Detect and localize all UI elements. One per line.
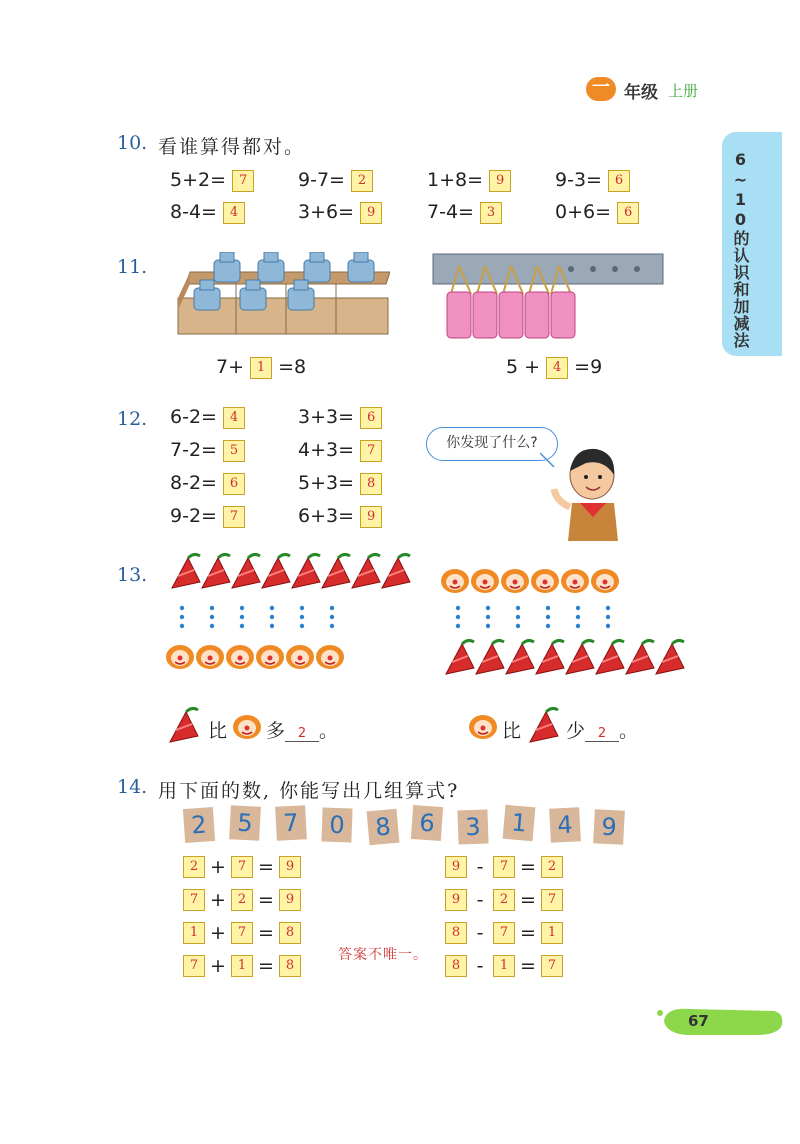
answer-box: 1 bbox=[493, 955, 515, 977]
answer-box: 9 bbox=[360, 202, 382, 224]
q12-equation: 6+3= 9 bbox=[298, 505, 382, 528]
q10-equation: 7-4= 3 bbox=[427, 201, 502, 224]
answer-box: 9 bbox=[360, 506, 382, 528]
answer-box: 9 bbox=[445, 889, 467, 911]
question-14-number: 14. bbox=[117, 776, 148, 798]
hat-icon bbox=[526, 706, 562, 748]
answer-box: 9 bbox=[279, 889, 301, 911]
q14-equation: 2 + 7 = 9 bbox=[183, 855, 301, 878]
q14-equation: 7 + 2 = 9 bbox=[183, 888, 301, 911]
answer-box: 3 bbox=[480, 202, 502, 224]
q10-equation: 0+6= 6 bbox=[555, 201, 639, 224]
answer-box: 7 bbox=[493, 856, 515, 878]
answer-box: 4 bbox=[223, 202, 245, 224]
answer-box: 6 bbox=[360, 407, 382, 429]
matching-dots-right bbox=[452, 604, 622, 632]
boy-character-icon bbox=[540, 445, 622, 545]
q13-right-compare: 比 bbox=[502, 720, 522, 742]
answer-box: 4 bbox=[223, 407, 245, 429]
matching-dots-left bbox=[176, 604, 346, 632]
page-number-badge bbox=[656, 1003, 784, 1039]
clown-faces-row bbox=[440, 566, 630, 596]
number-card: 8 bbox=[367, 809, 400, 845]
number-card: 6 bbox=[411, 805, 443, 841]
q12-equation: 6-2= 4 bbox=[170, 406, 245, 429]
answer-box: 7 bbox=[493, 922, 515, 944]
number-card: 1 bbox=[503, 805, 536, 841]
answer-box: 7 bbox=[231, 922, 253, 944]
answer-box: 6 bbox=[608, 170, 630, 192]
q13-left-compare: 比 bbox=[208, 720, 228, 742]
q10-equation: 3+6= 9 bbox=[298, 201, 382, 224]
answer-box: 6 bbox=[617, 202, 639, 224]
clown-faces-row bbox=[165, 642, 355, 672]
hanging-cups-illustration bbox=[431, 252, 665, 342]
q12-equation: 5+3= 8 bbox=[298, 472, 382, 495]
answer-box: 7 bbox=[360, 440, 382, 462]
answer-box: 7 bbox=[183, 955, 205, 977]
question-14-title: 用下面的数, 你能写出几组算式? bbox=[158, 780, 460, 802]
number-card: 2 bbox=[183, 807, 215, 843]
q10-equation: 5+2= 7 bbox=[170, 169, 254, 192]
answer-box: 7 bbox=[541, 955, 563, 977]
answer-box: 7 bbox=[223, 506, 245, 528]
chapter-title: 6~10的认识和加减法 bbox=[731, 150, 750, 349]
question-10-title: 看谁算得都对。 bbox=[158, 136, 306, 158]
answer-box: 7 bbox=[183, 889, 205, 911]
answer-box: 1 bbox=[183, 922, 205, 944]
answer-box: 9 bbox=[489, 170, 511, 192]
bottle-crate-illustration bbox=[176, 252, 390, 336]
answer-box: 8 bbox=[279, 922, 301, 944]
answer-box: 1 bbox=[541, 922, 563, 944]
q12-equation: 7-2= 5 bbox=[170, 439, 245, 462]
answer-box: 7 bbox=[541, 889, 563, 911]
answer-note: 答案不唯一。 bbox=[338, 947, 428, 963]
clown-icon bbox=[468, 712, 498, 742]
q12-equation: 9-2= 7 bbox=[170, 505, 245, 528]
answer-blank: 2 bbox=[585, 726, 619, 742]
answer-box: 1 bbox=[231, 955, 253, 977]
answer-box: 5 bbox=[223, 440, 245, 462]
page-number: 67 bbox=[688, 1012, 709, 1030]
answer-box: 2 bbox=[231, 889, 253, 911]
q10-equation: 8-4= 4 bbox=[170, 201, 245, 224]
answer-box: 7 bbox=[231, 856, 253, 878]
number-card: 0 bbox=[321, 807, 352, 842]
hat-icon bbox=[166, 706, 202, 748]
number-card: 4 bbox=[549, 807, 581, 843]
number-card: 7 bbox=[275, 805, 307, 841]
answer-box: 8 bbox=[445, 955, 467, 977]
answer-box: 8 bbox=[279, 955, 301, 977]
question-10-number: 10. bbox=[117, 132, 148, 154]
question-11-number: 11. bbox=[117, 256, 148, 278]
answer-box: 8 bbox=[445, 922, 467, 944]
q14-equation: 8 - 1 = 7 bbox=[445, 954, 563, 977]
question-13-number: 13. bbox=[117, 564, 148, 586]
answer-box: 9 bbox=[445, 856, 467, 878]
q10-equation: 9-7= 2 bbox=[298, 169, 373, 192]
clown-icon bbox=[232, 712, 262, 742]
q14-equation: 8 - 7 = 1 bbox=[445, 921, 563, 944]
answer-box: 2 bbox=[541, 856, 563, 878]
grade-badge: 一 bbox=[586, 77, 616, 101]
q12-equation: 3+3= 6 bbox=[298, 406, 382, 429]
number-card: 3 bbox=[457, 809, 488, 844]
answer-blank: 2 bbox=[285, 726, 319, 742]
volume-label: 上册 bbox=[668, 82, 699, 100]
answer-box: 2 bbox=[351, 170, 373, 192]
number-card: 5 bbox=[229, 805, 261, 841]
q13-right-answer: 少 2 。 bbox=[566, 720, 639, 742]
q11-right-equation: 5 + 4 =9 bbox=[506, 356, 603, 378]
cone-hats-row bbox=[168, 552, 414, 594]
q11-left-equation: 7+ 1 =8 bbox=[216, 356, 307, 378]
q13-left-answer: 多 2 。 bbox=[266, 720, 339, 742]
answer-box: 8 bbox=[360, 473, 382, 495]
q14-equation: 1 + 7 = 8 bbox=[183, 921, 301, 944]
answer-box: 2 bbox=[183, 856, 205, 878]
q12-equation: 8-2= 6 bbox=[170, 472, 245, 495]
question-12-number: 12. bbox=[117, 408, 148, 430]
q14-equation: 7 + 1 = 8 bbox=[183, 954, 301, 977]
q10-equation: 9-3= 6 bbox=[555, 169, 630, 192]
cone-hats-row bbox=[442, 638, 688, 680]
answer-box: 2 bbox=[493, 889, 515, 911]
answer-box: 6 bbox=[223, 473, 245, 495]
grade-label: 年级 bbox=[624, 83, 658, 103]
speech-bubble: 你发现了什么? bbox=[426, 427, 558, 461]
answer-box: 7 bbox=[232, 170, 254, 192]
number-card: 9 bbox=[593, 809, 625, 845]
answer-box: 1 bbox=[250, 357, 272, 379]
q12-equation: 4+3= 7 bbox=[298, 439, 382, 462]
q10-equation: 1+8= 9 bbox=[427, 169, 511, 192]
q14-equation: 9 - 7 = 2 bbox=[445, 855, 563, 878]
q14-equation: 9 - 2 = 7 bbox=[445, 888, 563, 911]
answer-box: 4 bbox=[546, 357, 568, 379]
answer-box: 9 bbox=[279, 856, 301, 878]
